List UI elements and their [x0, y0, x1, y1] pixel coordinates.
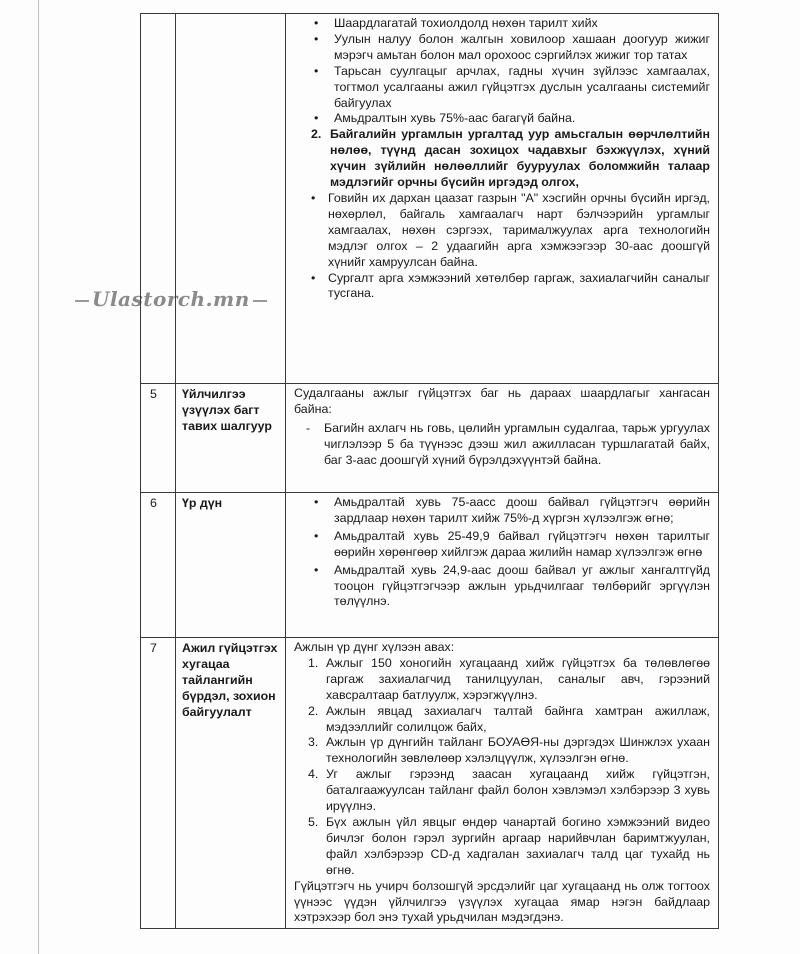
point-text: Байгалийн ургамлын ургалтад уур амьсгалын өөрчлөлтийн нөлөө, түүнд дасан зохицох чадавхыг бэхжүүлэх, хүний хүчин зүйлийн нөлөөллийг бууруулах боломжийн талаар мэдлэгийг орчны бүсийн иргэдэд олгох,	[330, 127, 710, 190]
row-description	[286, 638, 719, 929]
row-intro: Ажлын үр дүнг хүлээн авах:	[294, 640, 455, 654]
table-row-7	[141, 638, 719, 929]
cell-criterion-empty	[176, 14, 286, 384]
item-text: Бүх ажлын үйл явцыг өндөр чанартай богино хэмжээний видео бичлэг болон гэрэл зургийн аргаар нарийвчлан баримтжуулан, файл хэлбэрээр CD-д хадгалан захиалагч талд цаг тухайд нь өгнө.	[326, 814, 710, 877]
list-item: • Амьдралтай хувь 75-аасс доош байвал гүйцэтгэгч өөрийн зардлаар нөхөн тарилт хийж 75%-д хүргэн хүлээлгэж өгнө;	[334, 495, 710, 527]
page-edge-line	[38, 0, 39, 954]
list-item: • Амьдралтай хувь 24,9-аас доош байвал уг ажлыг хангалтгүйд тооцон гүйцэтгэгчээр ажлын урьдчилгааг төлбөрийг эргүүлэн төлүүлнэ.	[334, 563, 710, 611]
table-row-5	[141, 384, 719, 493]
table-row-6	[141, 493, 719, 638]
list-item	[308, 767, 710, 815]
list-item	[308, 655, 710, 704]
list-item: - Багийн ахлагч нь говь, цөлийн ургамлын судалгаа, тарьж ургуулах чиглэлээр 5 ба түүнээс дээш жил ажилласан туршлагатай байх, баг 3-аас доошгүй хүний бүрэлдэхүүнтэй байна.	[324, 421, 710, 469]
row-criterion: Үйлчилгээ үзүүлэх багт тавих шалгуур	[176, 384, 286, 493]
list-item: • Тарьсан суулгацыг арчлах, гадны хүчин зүйлээс хамгаалах, тогтмол усалгааны ажил гүйцэтгэх дуслын усалгааны системийг байгуулах	[334, 64, 710, 112]
item-number: 5.	[308, 814, 319, 829]
numbered-list	[294, 656, 710, 879]
row-number: 7	[141, 638, 176, 929]
list-item: • Уулын налуу болон жалгын ховилоор хашаан доогуур жижиг мэрэгч амьтан болон мал орохоос сэргийлэх жижиг тор татах	[334, 32, 710, 64]
row-number: 5	[141, 384, 176, 493]
item-number: 4.	[308, 767, 319, 782]
item-text: Уг ажлыг гэрээнд заасан хугацаанд хийж гүйцэтгэн, баталгаажуулсан тайланг файл болон хэвлэмэл хэлбэрээр 3 хувь ирүүлнэ.	[326, 767, 710, 814]
watermark-bar-left	[75, 300, 89, 302]
item-number: 3.	[308, 735, 319, 750]
bullet-list-b	[294, 191, 710, 302]
row-intro: Судалгааны ажлыг гүйцэтгэх баг нь дараах шаардлагыг хангасан байна:	[294, 386, 710, 416]
cell-num-empty	[141, 14, 176, 384]
list-item: • Амьдралтай хувь 25-49,9 байвал гүйцэтгэгч нөхөн тарилтыг өөрийн хөрөнгөөр хийлгэж дараа жилийн намар хүлээлгэж өгнө	[334, 529, 710, 561]
list-item: • Амьдралтын хувь 75%-аас багагүй байна.	[334, 111, 710, 127]
row-description	[286, 384, 719, 493]
list-item	[308, 703, 710, 736]
item-text: Ажлыг 150 хоногийн хугацаанд хийж гүйцэтгэх ба төлөвлөгөө гаргаж захиалагчид танилцуулан, саналыг авч, гэрээний хавсралтаар батлуулж, хэрэгжүүлнэ.	[326, 655, 710, 702]
bullet-list	[294, 495, 710, 610]
row-criterion: Үр дүн	[176, 493, 286, 638]
numbered-point-2	[294, 127, 710, 191]
row-criterion: Ажил гүйцэтгэх хугацаа тайлангийн бүрдэл, зохион байгуулалт	[176, 638, 286, 929]
item-number: 2.	[308, 703, 319, 718]
list-item	[308, 735, 710, 767]
requirements-table	[140, 13, 719, 929]
cell-description	[286, 14, 719, 384]
list-item: • Сургалт арга хэмжээний хөтөлбөр гаргаж, захиалагчийн саналыг тусгана.	[328, 271, 710, 303]
row-description	[286, 493, 719, 638]
point-number: 2.	[311, 127, 322, 142]
table-row-continuation	[141, 14, 719, 384]
dash-list	[294, 421, 710, 469]
item-text: Ажлын үр дүнгийн тайланг БОУАӨЯ-ны дэргэдэх Шинжлэх ухаан технологийн зөвлөлөөр хэлэлцүүлж, хүлээлгэн өгнө.	[326, 735, 710, 766]
list-item	[308, 814, 710, 879]
item-number: 1.	[308, 655, 319, 670]
closing-paragraph: Гүйцэтгэгч нь учирч болзошгүй эрсдэлийг цаг хугацаанд нь олж тогтоох үүнээс үүдэн үйлчилгээ үзүүлэх хугацаа ямар нэгэн байдлаар хэтрэхээр бол энэ тухай урьдчилан мэдэгдэнэ.	[294, 878, 710, 925]
list-item: • Говийн их дархан цаазат газрын "А" хэсгийн орчны бүсийн иргэд, нөхөрлөл, байгаль хамгаалагч нарт бэлчээрийн ургамлыг хамгаалах, нөхөн сэргээх, тарималжуулах арга технологийн мэдлэг олгох – 2 удаагийн арга хэмжээгээр 30-аас доошгүй хүнийг хамруулсан байна.	[328, 191, 710, 271]
bullet-list-a	[294, 16, 710, 127]
item-text: Ажлын явцад захиалагч талтай байнга хамтран ажиллаж, мэдээллийг солилцож байх,	[326, 703, 710, 734]
row-number: 6	[141, 493, 176, 638]
list-item: • Шаардлагатай тохиолдолд нөхөн тарилт хийх	[334, 16, 710, 32]
watermark-text: Ulastorch.mn	[92, 287, 250, 311]
